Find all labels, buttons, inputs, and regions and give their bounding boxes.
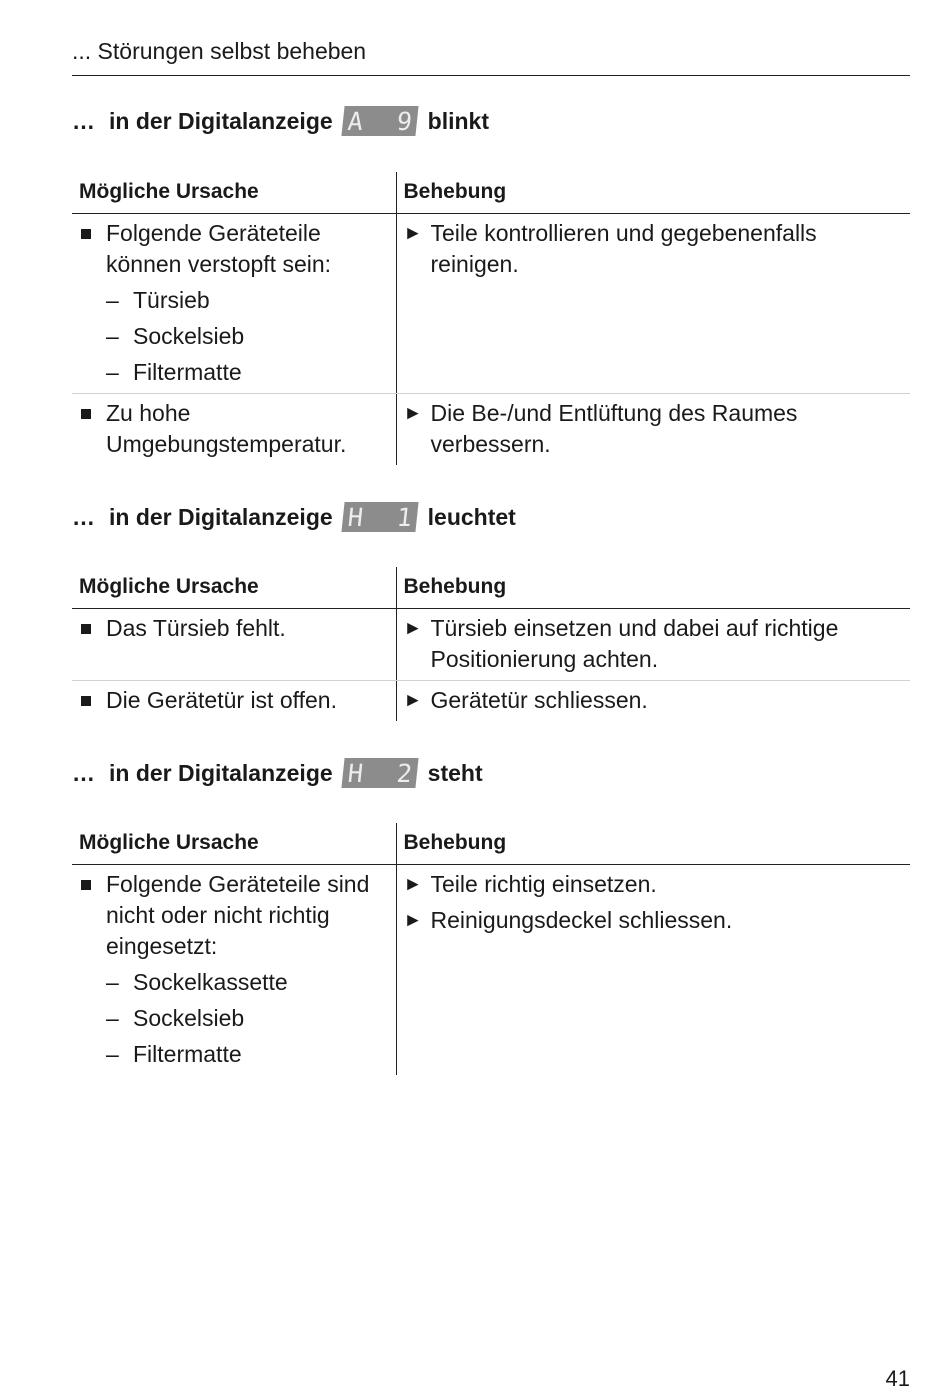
page-number: 41 <box>885 1366 910 1391</box>
remedy-text: Die Be-/und Entlüftung des Raumes verbessern. <box>430 400 798 457</box>
section-title-state: leuchtet <box>427 503 516 530</box>
dash-icon: – <box>106 287 119 313</box>
section-title-text: in der Digitalanzeige <box>109 107 333 134</box>
section-title <box>72 756 910 790</box>
table-row <box>72 681 910 722</box>
ellipsis: … <box>72 759 95 786</box>
arrow-right-icon: ► <box>403 690 423 711</box>
dash-icon: – <box>106 323 119 349</box>
arrow-right-icon: ► <box>403 223 423 244</box>
cause-cell <box>72 394 396 466</box>
square-bullet-icon <box>79 685 106 716</box>
fault-table <box>72 172 910 465</box>
cause-cell <box>72 865 396 1076</box>
arrow-right-icon: ► <box>403 618 423 639</box>
remedy-text: Türsieb einsetzen und dabei auf richtige Positionierung achten. <box>430 615 839 672</box>
cause-text: Zu hohe Umgebungstemperatur. <box>106 400 347 457</box>
section-title-text: in der Digitalanzeige <box>109 503 333 530</box>
sub-item: Sockelsieb <box>133 323 245 349</box>
square-bullet-icon <box>79 398 106 460</box>
cause-text: Die Gerätetür ist offen. <box>106 687 337 713</box>
section-title <box>72 104 910 138</box>
cause-cell <box>72 681 396 722</box>
table-row <box>72 214 910 394</box>
square-bullet-icon <box>79 218 106 280</box>
square-bullet-icon <box>79 869 106 962</box>
fault-table <box>72 567 910 721</box>
display-char-left: H <box>346 758 365 788</box>
cause-text: Folgende Geräteteile sind nicht oder nicht richtig eingesetzt: <box>106 871 370 959</box>
fault-table <box>72 823 910 1075</box>
arrow-right-icon: ► <box>403 403 423 424</box>
square-bullet-icon <box>79 613 106 644</box>
ellipsis: … <box>72 503 95 530</box>
sub-item: Filtermatte <box>133 1041 242 1067</box>
arrow-right-icon: ► <box>403 910 423 931</box>
display-char-left: A <box>346 106 365 136</box>
arrow-right-icon: ► <box>403 874 423 895</box>
column-header-cause: Mögliche Ursache <box>72 823 396 865</box>
ellipsis: … <box>72 107 95 134</box>
running-head: ... Störungen selbst beheben <box>72 36 910 76</box>
remedy-text: Teile richtig einsetzen. <box>430 871 657 897</box>
remedy-text: Reinigungsdeckel schliessen. <box>430 907 733 933</box>
sub-item: Sockelsieb <box>133 1005 245 1031</box>
cause-cell <box>72 214 396 394</box>
section-h1-leuchtet <box>72 500 910 721</box>
column-header-cause: Mögliche Ursache <box>72 172 396 214</box>
display-char-right: 2 <box>395 758 414 788</box>
cause-text: Folgende Geräteteile können verstopft sein: <box>106 220 332 277</box>
table-row <box>72 394 910 466</box>
column-header-remedy: Behebung <box>396 823 910 865</box>
section-title-text: in der Digitalanzeige <box>109 759 333 786</box>
cause-cell <box>72 609 396 681</box>
section-title-state: steht <box>427 759 483 786</box>
remedy-cell <box>396 865 910 1076</box>
remedy-cell <box>396 609 910 681</box>
digital-display-icon <box>341 502 418 532</box>
section-a9-blinkt <box>72 104 910 465</box>
dash-icon: – <box>106 1005 119 1031</box>
dash-icon: – <box>106 969 119 995</box>
display-char-left: H <box>346 502 365 532</box>
section-h2-steht <box>72 756 910 1075</box>
remedy-cell <box>396 214 910 394</box>
column-header-remedy: Behebung <box>396 567 910 609</box>
display-char-right: 9 <box>395 106 414 136</box>
remedy-cell <box>396 394 910 466</box>
column-header-remedy: Behebung <box>396 172 910 214</box>
sub-item: Sockelkassette <box>133 969 288 995</box>
sub-item: Filtermatte <box>133 359 242 385</box>
column-header-cause: Mögliche Ursache <box>72 567 396 609</box>
digital-display-icon <box>341 106 418 136</box>
section-title-state: blinkt <box>427 107 489 134</box>
cause-text: Das Türsieb fehlt. <box>106 615 286 641</box>
section-title <box>72 500 910 534</box>
dash-icon: – <box>106 359 119 385</box>
table-row <box>72 609 910 681</box>
sub-item: Türsieb <box>133 287 210 313</box>
remedy-text: Gerätetür schliessen. <box>430 687 648 713</box>
display-char-right: 1 <box>395 502 414 532</box>
remedy-cell <box>396 681 910 722</box>
digital-display-icon <box>341 758 418 788</box>
remedy-text: Teile kontrollieren und gegebenenfalls reinigen. <box>430 220 817 277</box>
dash-icon: – <box>106 1041 119 1067</box>
table-row <box>72 865 910 1076</box>
